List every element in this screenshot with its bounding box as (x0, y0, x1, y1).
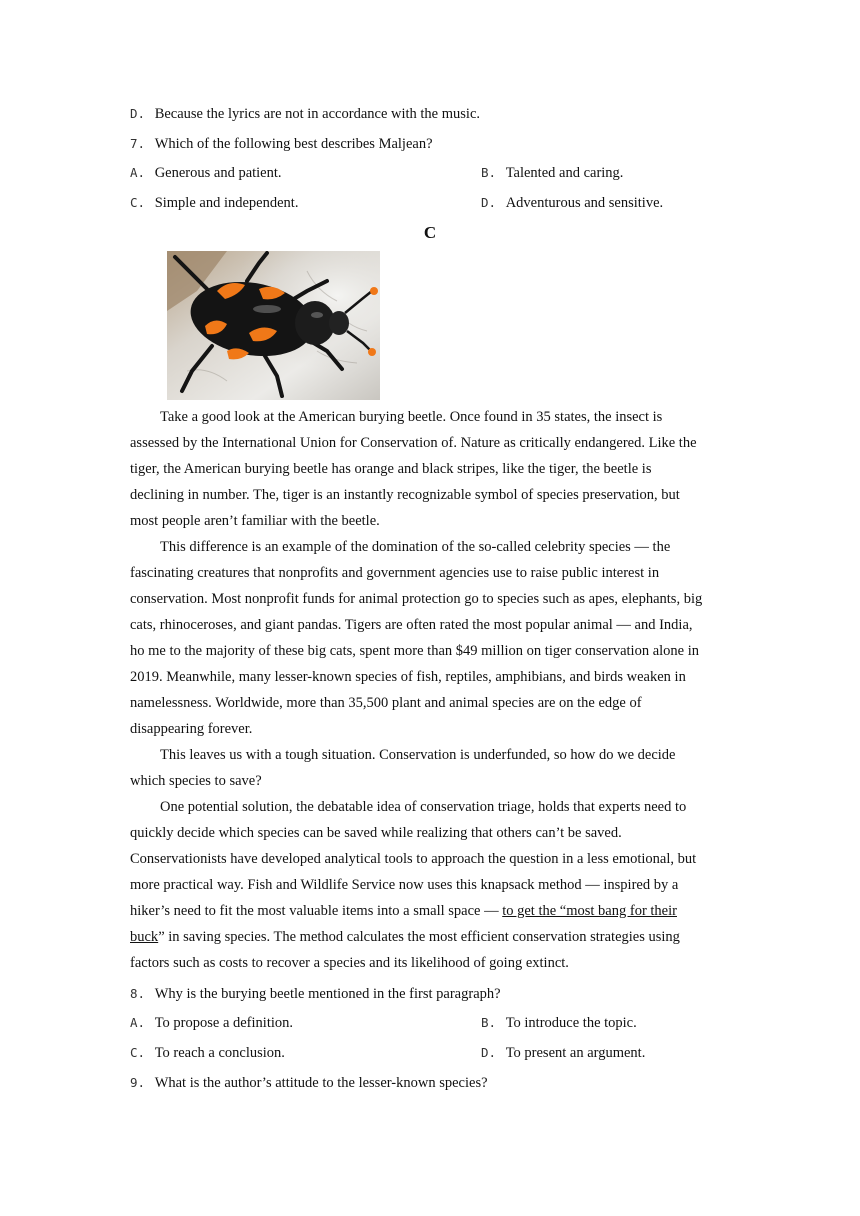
option-letter: B. (481, 165, 497, 180)
passage-line: One potential solution, the debatable idea of conservation triage, holds that experts need to (160, 799, 687, 815)
option-text: To propose a definition. (154, 1015, 294, 1031)
option-text: To introduce the topic. (505, 1015, 637, 1031)
passage-line: ho me to the majority of these big cats, spent more than $49 million on tiger conservation alone in (130, 643, 699, 659)
beetle-photo-icon (167, 251, 380, 400)
option-text: Simple and independent. (154, 195, 299, 211)
underlined-phrase: buck (130, 929, 159, 945)
passage-line: conservation. Most nonprofit funds for animal protection go to species such as apes, elephants, big (130, 591, 703, 607)
passage-line: assessed by the International Union for Conservation of. Nature as critically endangered. Like the (130, 435, 697, 451)
q8-option-a[interactable] (130, 1014, 293, 1032)
question-text: What is the author’s attitude to the lesser-known species? (154, 1075, 488, 1091)
question-number: 8. (130, 986, 146, 1001)
q6-option-d[interactable] (130, 105, 480, 123)
passage-line: namelessness. Worldwide, more than 35,500 plant and animal species are on the edge of (130, 695, 642, 711)
passage-line: most people aren’t familiar with the beetle. (130, 513, 380, 529)
q9-question (130, 1074, 488, 1092)
option-letter: C. (130, 1045, 146, 1060)
passage-text: ” in saving species. The method calculates the most efficient conservation strategies using (158, 929, 680, 945)
passage (130, 404, 730, 976)
option-text: Talented and caring. (505, 165, 624, 181)
passage-line (130, 898, 730, 924)
q8-option-b[interactable] (481, 1014, 637, 1032)
passage-line: factors such as costs to recover a species and its likelihood of going extinct. (130, 955, 569, 971)
passage-line: tiger, the American burying beetle has orange and black stripes, like the tiger, the beetle is (130, 461, 652, 477)
option-letter: A. (130, 165, 146, 180)
option-letter: D. (481, 195, 497, 210)
passage-text: hiker’s need to fit the most valuable items into a small space — (130, 903, 503, 919)
passage-line: cats, rhinoceroses, and giant pandas. Tigers are often rated the most popular animal — and India, (130, 617, 693, 633)
question-text: Why is the burying beetle mentioned in the first paragraph? (154, 986, 501, 1002)
q8-option-c[interactable] (130, 1044, 285, 1062)
option-text: Generous and patient. (154, 165, 282, 181)
option-letter: D. (130, 106, 146, 121)
section-heading: C (423, 223, 437, 242)
passage-line: Take a good look at the American burying beetle. Once found in 35 states, the insect is (160, 409, 663, 425)
q7-option-a[interactable] (130, 164, 282, 182)
option-letter: C. (130, 195, 146, 210)
q8-option-d[interactable] (481, 1044, 645, 1062)
q7-option-b[interactable] (481, 164, 623, 182)
option-text: Adventurous and sensitive. (505, 195, 664, 211)
passage-line: disappearing forever. (130, 721, 253, 737)
passage-line (130, 924, 730, 950)
passage-line: This leaves us with a tough situation. Conservation is underfunded, so how do we decide (160, 747, 676, 763)
passage-line: more practical way. Fish and Wildlife Service now uses this knapsack method — inspired by a (130, 877, 679, 893)
passage-line: fascinating creatures that nonprofits and government agencies use to raise public interest in (130, 565, 660, 581)
passage-line: Conservationists have developed analytical tools to approach the question in a less emotional, but (130, 851, 697, 867)
passage-line: quickly decide which species can be saved while realizing that others can’t be saved. (130, 825, 622, 841)
question-text: Which of the following best describes Maljean? (154, 136, 433, 152)
q7-question (130, 135, 433, 153)
option-text: To present an argument. (505, 1045, 646, 1061)
q7-option-d[interactable] (481, 194, 663, 212)
option-text: To reach a conclusion. (154, 1045, 285, 1061)
option-letter: B. (481, 1015, 497, 1030)
passage-line: 2019. Meanwhile, many lesser-known species of fish, reptiles, amphibians, and birds weaken in (130, 669, 686, 685)
question-number: 7. (130, 136, 146, 151)
option-text: Because the lyrics are not in accordance with the music. (154, 106, 481, 122)
passage-line: declining in number. The, tiger is an instantly recognizable symbol of species preservation, but (130, 487, 680, 503)
question-number: 9. (130, 1075, 146, 1090)
passage-line: which species to save? (130, 773, 262, 789)
option-letter: A. (130, 1015, 146, 1030)
option-letter: D. (481, 1045, 497, 1060)
passage-line: This difference is an example of the domination of the so-called celebrity species — the (160, 539, 671, 555)
q7-option-c[interactable] (130, 194, 298, 212)
q8-question (130, 985, 501, 1003)
underlined-phrase: to get the “most bang for their (502, 903, 677, 919)
